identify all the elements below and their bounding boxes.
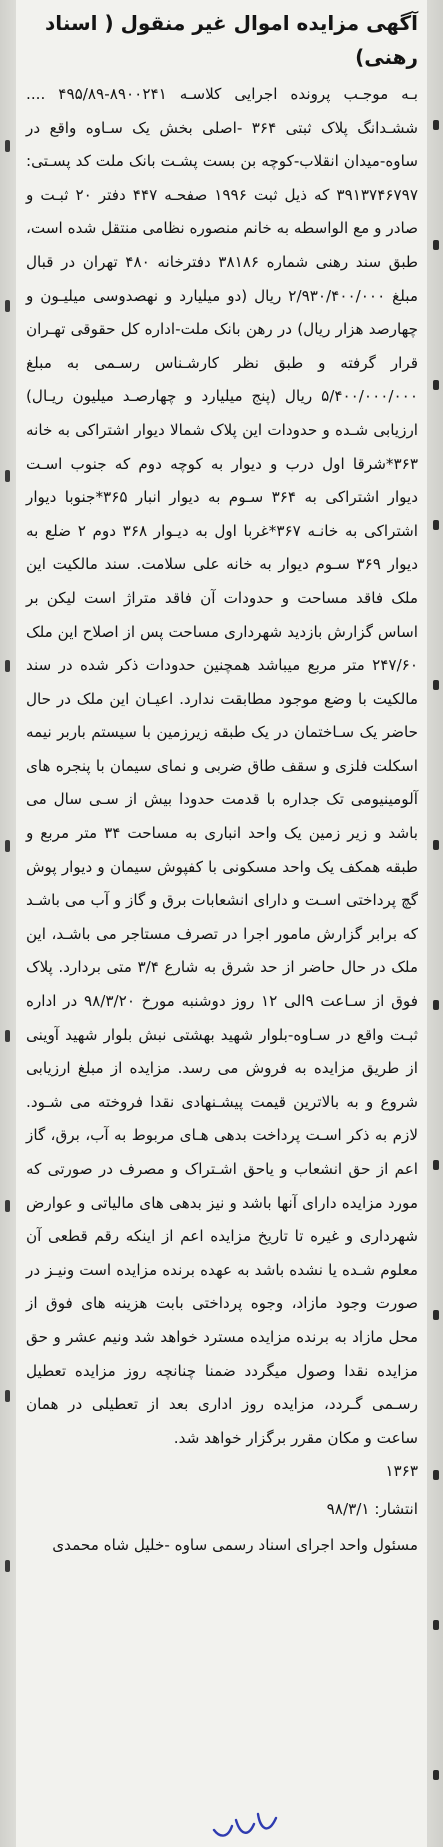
notice-body: بـه موجـب پرونده اجرایی کلاسـه ۸۹۰۰۲۴۱-۴۹۵/۸۹ .... ششـدانگ پلاک ثبتی ۳۶۴ -اصلی بخش یک سـاوه واقع در ساوه-میدان انقلاب-کوچه بن بست پشـت بانک ملت کد پسـتی: ۳۹۱۳۷۴۶۷۹۷ که ذیل ثبت ۱۹۹۶ صفحـه ۴۴۷ دفتر ۲۰ ثبـت و صادر و مع الواسطه به خانم منصوره نظامی منتقل شده است، طبق سند رهنی شماره ۳۸۱۸۶ دفترخانه ۴۸۰ تهران در قبال مبلغ ۲/۹۳۰/۴۰۰/۰۰۰ ریال (دو میلیارد و نهصدوسی میلیـون و چهارصد هزار ریال) در رهن بانک ملت-اداره کل حقوقی تهـران قرار گرفته و طبق نظر کارشـناس رسـمی به مبلغ ۵/۴۰۰/۰۰۰/۰۰۰ ریال (پنج میلیارد و چهارصـد میلیون ریـال) ارزیابی شـده و حدودات این پلاک شمالا دیوار اشتراکی به خانه ۳۶۳*شرقا اول درب و دیوار به کوچه دوم که جنوب اسـت دیوار اشتراکی به ۳۶۴ سـوم به دیوار انبار ۳۶۵*جنوبا دیوار اشتراکی به خانـه ۳۶۷*غربا اول به دیـوار ۳۶۸ دوم ۲ ضلع به دیوار ۳۶۹ سـوم دیوار به خانه علی سلامت. سند مالکیت این ملک فاقد مساحت و حدودات آن فاقد متراژ است لیکن بر اساس گزارش بازدید شهرداری مساحت پس از اصلاح این ملک ۲۴۷/۶۰ متر مربع میباشد همچنین حدودات ذکر شده در سند مالکیت با وضع موجود مطابقت ندارد. اعیـان این ملک در حال حاضر یک سـاختمان در یک طبقه زیرزمین با سیستم باربر نیمه اسکلت فلزی و سقف طاق ضربی و نمای سیمان با پنجره های آلومینیومی تک جداره با قدمت حدودا بیش از سـی سال می باشد و زیر زمین یک واحد انباری به مساحت ۳۴ متر مربع و طبقه همکف یک واحد مسکونی با کفپوش سیمان و دیوار پوش گچ پرداختی اسـت و دارای انشعابات برق و گاز و آب می باشـد که برابر گزارش مامور اجرا در تصرف مستاجر می باشـد، این ملک در حال حاضر از حد شرق به شارع ۳/۴ متی بردارد. پلاک فوق از سـاعت ۹الی ۱۲ روز دوشنبه مورخ ۹۸/۳/۲۰ در اداره ثبـت واقع در سـاوه-بلوار شهید بهشتی نبش بلوار شهید آوینی از طریق مزایده به فروش می رسد. مزایده از مبلغ ارزیابی شروع و به بالاترین قیمت پیشـنهادی نقدا فروخته می شـود. لازم به ذکر اسـت پرداخت بدهی هـای مربوط به آب، برق، گاز اعم از حق انشعاب و یاحق اشـتراک و مصرف در صورتی که مورد مزایده دارای آنها باشد و نیز بدهی های مالیاتی و عوارض شهرداری و غیره تا تاریخ مزایده اعم از اینکه رقم قطعی آن معلوم شـده یا نشده باشد به عهده برنده مزایده است ونیـز در صورت وجود مازاد، وجوه پرداختی بابت هزینه های فوق از محل مازاد به برنده مزایده مسترد خواهد شد ونیم عشر و حق مزایده نقدا وصول میگردد ضمنا چنانچه روز مزایده تعطیل رسـمی گـردد، مزایده روز اداری بعد از تعطیلی در همان ساعت و مکان مقرر برگزار خواهد شد. <box>26 85 419 1447</box>
notice-code: ۱۳۶۳ <box>385 1462 418 1481</box>
official-signatory: مسئول واحد اجرای اسناد رسمی ساوه -خلیل شاه محمدی <box>52 1536 418 1555</box>
adjacent-column-fragments-left <box>2 140 14 1640</box>
handwritten-signature <box>210 1808 280 1842</box>
notice-title: آگهی مزایده اموال غیر منقول ( اسناد رهنی) <box>45 11 418 69</box>
auction-notice <box>26 6 418 1562</box>
publish-date: انتشار: ۹۸/۳/۱ <box>326 1500 418 1519</box>
adjacent-column-fragments-right <box>429 120 441 1820</box>
